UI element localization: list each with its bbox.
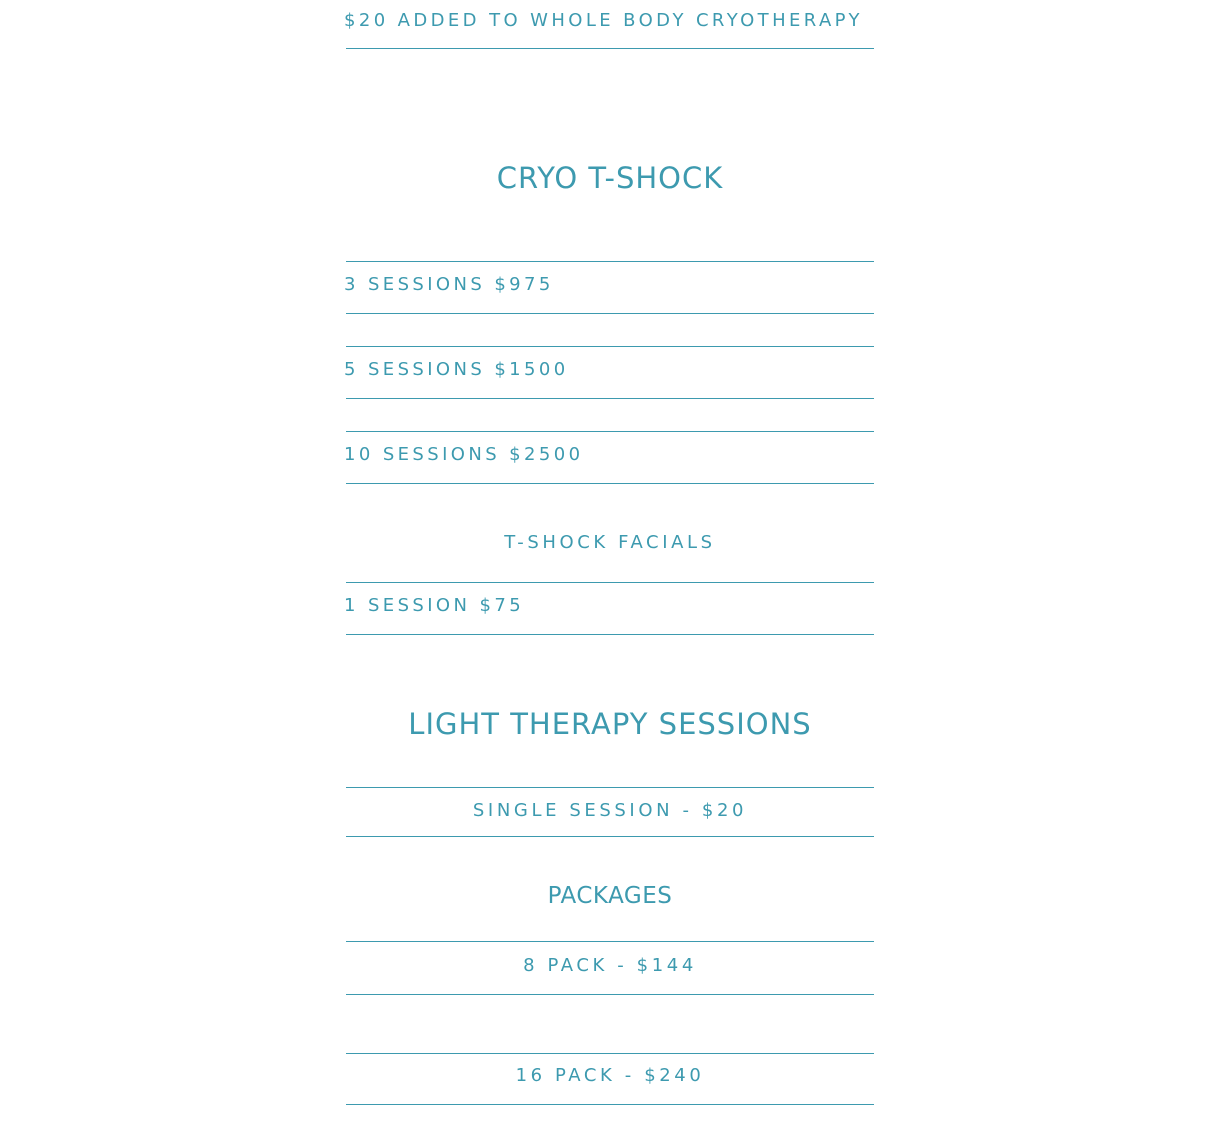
price-option-10-sessions[interactable]: 10 SESSIONS $2500 (344, 444, 584, 465)
divider (346, 398, 874, 399)
divider (346, 346, 874, 347)
divider (346, 313, 874, 314)
price-option-3-sessions[interactable]: 3 SESSIONS $975 (344, 274, 554, 295)
section-title-light-therapy: LIGHT THERAPY SESSIONS (408, 707, 812, 741)
section-title-cryo-tshock: CRYO T-SHOCK (496, 161, 724, 195)
cryotherapy-addon-price: $20 ADDED TO WHOLE BODY CRYOTHERAPY (344, 10, 863, 31)
section-title-tshock-facials: T-SHOCK FACIALS (504, 532, 716, 553)
divider (346, 483, 874, 484)
section-title-packages: PACKAGES (547, 883, 673, 909)
divider (346, 582, 874, 583)
divider (346, 994, 874, 995)
package-16-pack[interactable]: 16 PACK - $240 (515, 1065, 705, 1086)
light-therapy-single-session[interactable]: SINGLE SESSION - $20 (472, 800, 748, 821)
divider (346, 1053, 874, 1054)
price-option-1-session[interactable]: 1 SESSION $75 (344, 595, 525, 616)
package-8-pack[interactable]: 8 PACK - $144 (523, 955, 697, 976)
divider (346, 787, 874, 788)
price-option-5-sessions[interactable]: 5 SESSIONS $1500 (344, 359, 569, 380)
divider (346, 941, 874, 942)
divider (346, 836, 874, 837)
divider (346, 431, 874, 432)
divider (346, 261, 874, 262)
divider (346, 48, 874, 49)
divider (346, 634, 874, 635)
divider (346, 1104, 874, 1105)
